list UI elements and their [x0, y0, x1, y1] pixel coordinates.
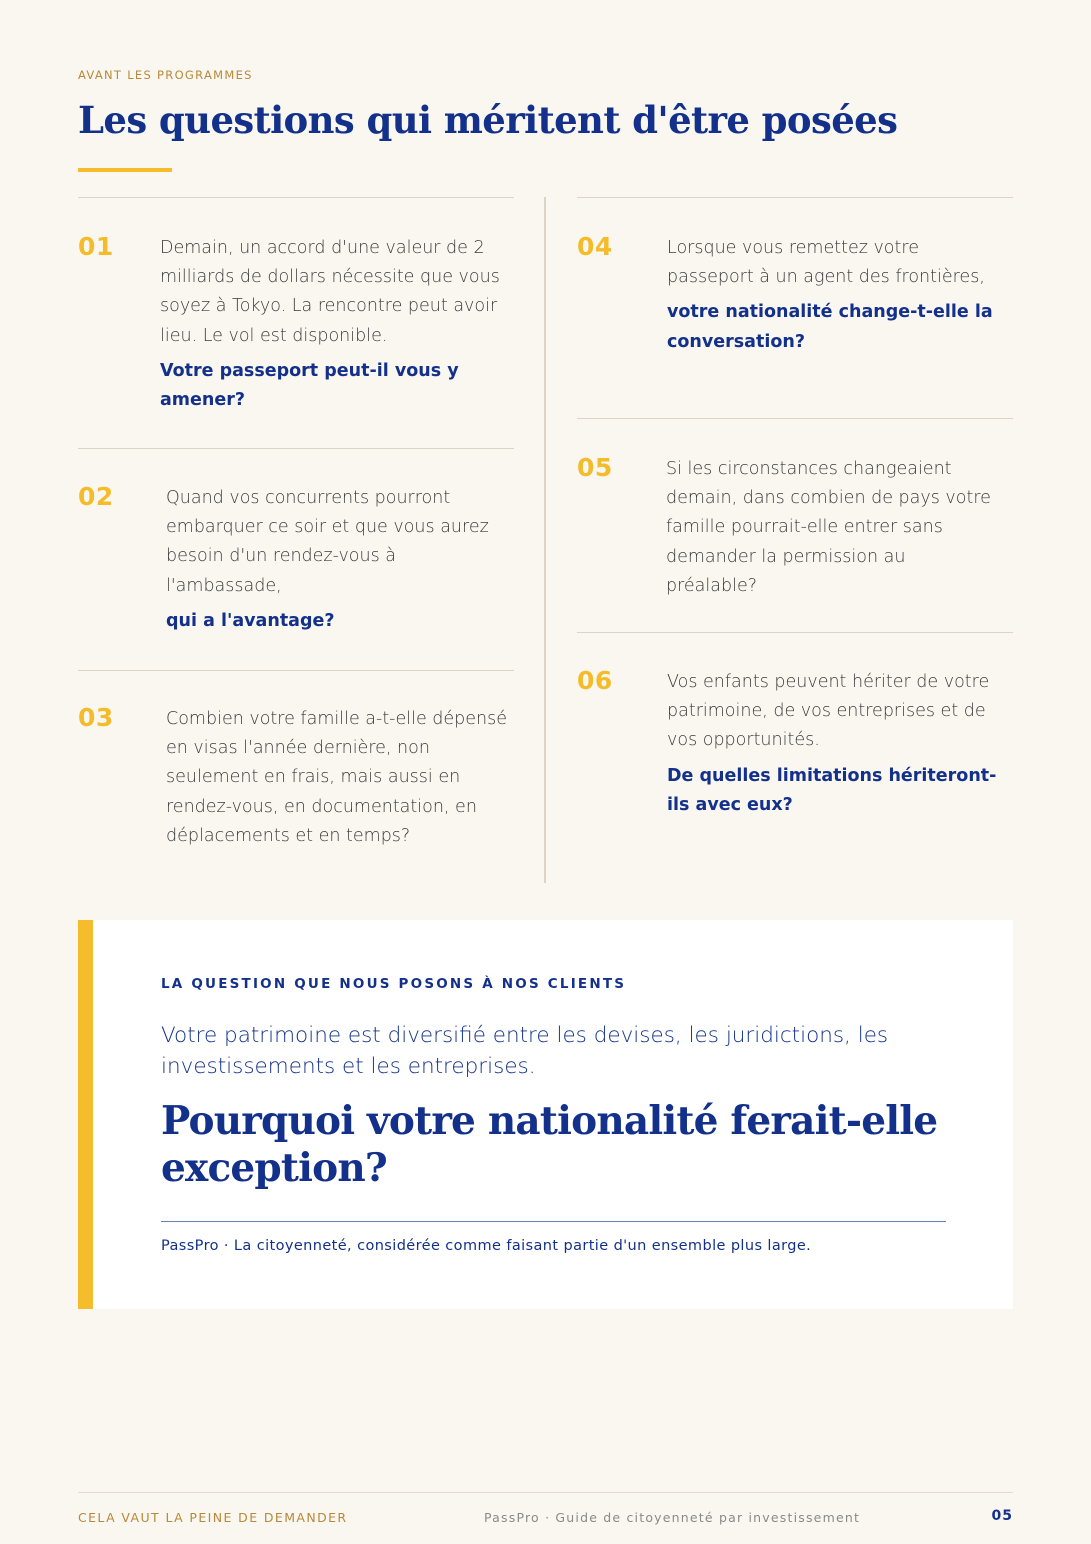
divider: [78, 670, 514, 671]
callout-lead: Votre patrimoine est diversifié entre les devises, les juridictions, les investissements et les entreprises.: [161, 1023, 889, 1079]
question-ask: votre nationalité change-t-elle la conversation?: [667, 302, 993, 352]
question-text: [667, 668, 1013, 820]
question-number: 06: [577, 666, 613, 695]
question-text: [160, 234, 514, 415]
question-ask: Votre passeport peut-il vous y amener?: [160, 360, 459, 411]
title-underline: [78, 168, 172, 172]
divider: [577, 197, 1013, 198]
callout-accent-bar: [78, 920, 93, 1309]
question-number: 03: [78, 703, 114, 732]
column-divider: [544, 197, 546, 883]
callout-box: [78, 920, 1013, 1309]
question-ask: De quelles limitations hériteront-ils avec eux?: [667, 765, 997, 815]
callout-divider: [161, 1221, 946, 1222]
footer-document-title: PassPro · Guide de citoyenneté par investissement: [484, 1510, 861, 1525]
section-eyebrow: AVANT LES PROGRAMMES: [78, 68, 253, 82]
callout-quote: Pourquoi votre nationalité ferait-elle exception?: [161, 1098, 938, 1191]
page-number: 05: [991, 1508, 1013, 1524]
callout-eyebrow: LA QUESTION QUE NOUS POSONS À NOS CLIENTS: [161, 976, 627, 992]
question-text: [667, 234, 997, 357]
question-body: Si les circonstances changeaient demain, dans combien de pays votre famille pourrait-elle entrer sans demander la permission au préalable?: [666, 459, 991, 596]
divider: [577, 632, 1013, 633]
question-number: 01: [78, 232, 114, 261]
question-ask: qui a l'avantage?: [166, 610, 335, 631]
question-body: Vos enfants peuvent hériter de votre patrimoine, de vos entreprises et de vos opportunités.: [667, 672, 990, 751]
question-body: Combien votre famille a-t-elle dépensé en visas l'année dernière, non seulement en frais, mais aussi en rendez-vous, en documentation, en déplacements et en temps?: [166, 709, 508, 846]
question-text: [666, 455, 996, 601]
question-text: [166, 484, 496, 636]
question-number: 02: [78, 482, 114, 511]
divider: [577, 418, 1013, 419]
question-text: [166, 705, 512, 851]
callout-footnote: PassPro · La citoyenneté, considérée comme faisant partie d'un ensemble plus large.: [161, 1238, 812, 1254]
footer-divider: [78, 1492, 1013, 1493]
question-body: Demain, un accord d'une valeur de 2 milliards de dollars nécessite que vous soyez à Tokyo. La rencontre peut avoir lieu. Le vol est disponible.: [160, 238, 500, 346]
divider: [78, 448, 514, 449]
question-body: Quand vos concurrents pourront embarquer ce soir et que vous aurez besoin d'un rendez-vous à l'ambassade,: [166, 488, 489, 596]
question-body: Lorsque vous remettez votre passeport à un agent des frontières,: [667, 238, 985, 288]
question-number: 05: [577, 453, 613, 482]
divider: [78, 197, 514, 198]
question-number: 04: [577, 232, 613, 261]
footer-section-label: CELA VAUT LA PEINE DE DEMANDER: [78, 1510, 348, 1525]
page-title: Les questions qui méritent d'être posées: [78, 98, 898, 142]
